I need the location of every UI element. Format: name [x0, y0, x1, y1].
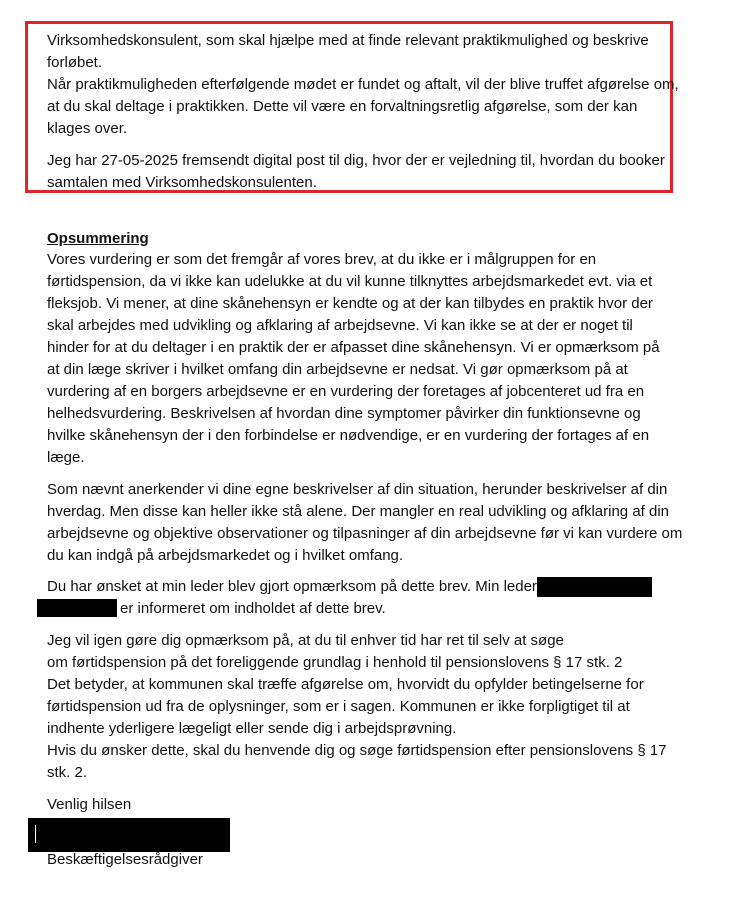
paragraph4-line-2: om førtidspension på det foreliggende grundlag i henhold til pensionslovens § 17 stk. 2 [47, 654, 623, 671]
paragraph1-line-5: hinder for at du deltager i en praktik der er afpasset dine skånehensyn. Vi er opmærksom på [47, 339, 660, 356]
signoff-title: Beskæftigelsesrådgiver [47, 851, 203, 868]
paragraph1-line-3: fleksjob. Vi mener, at dine skånehensyn er kendte og at der kan tilbydes en praktik hvor der [47, 295, 653, 312]
paragraph1-line-8: helhedsvurdering. Beskrivelsen af hvordan dine symptomer påvirker din funktionsevne og [47, 405, 641, 422]
paragraph1-line-7: vurdering af en borgers arbejdsevne er en vurdering der foretages af jobcenteret ud fra en [47, 383, 645, 400]
paragraph1-line-9: hvilke skånehensyn der i den forbindelse er nødvendige, er en vurdering der fortages af en [47, 427, 650, 444]
paragraph3-line-2: er informeret om indholdet af dette brev. [120, 600, 386, 617]
highlight-line-1: Virksomhedskonsulent, som skal hjælpe med at finde relevant praktikmulighed og beskrive [47, 32, 649, 49]
paragraph4-line-5: indhente yderligere lægeligt eller sende dig i arbejdsprøvning. [47, 720, 457, 737]
highlight-line-6: Jeg har 27-05-2025 fremsendt digital post til dig, hvor der er vejledning til, hvordan du booker [47, 152, 665, 169]
signoff-greeting: Venlig hilsen [47, 796, 132, 813]
redaction-leader-name-part2 [37, 599, 117, 617]
redaction-caret [35, 825, 36, 843]
paragraph1-line-1: Vores vurdering er som det fremgår af vores brev, at du ikke er i målgruppen for en [47, 251, 597, 268]
paragraph2-line-4: du kan indgå på arbejdsmarkedet og i hvilket omfang. [47, 547, 404, 564]
paragraph4-line-7: stk. 2. [47, 764, 88, 781]
paragraph4-line-1: Jeg vil igen gøre dig opmærksom på, at du til enhver tid har ret til selv at søge [47, 632, 564, 649]
paragraph2-line-1: Som nævnt anerkender vi dine egne beskrivelser af din situation, herunder beskrivelser af din [47, 481, 668, 498]
paragraph4-line-6: Hvis du ønsker dette, skal du henvende dig og søge førtidspension efter pensionslovens § 17 [47, 742, 667, 759]
paragraph4-line-4: førtidspension ud fra de oplysninger, som er i sagen. Kommunen er ikke forpligtiget til at [47, 698, 630, 715]
paragraph2-line-3: arbejdsevne og objektive observationer og tilpasninger af din arbejdsevne før vi kan vurdere om [47, 525, 683, 542]
summary-heading: Opsummering [47, 230, 149, 247]
redaction-signature-name [28, 818, 230, 852]
highlight-line-2: forløbet. [47, 54, 103, 71]
paragraph1-line-4: skal arbejdes med udvikling og afklaring af arbejdsevne. Vi kan ikke se at der er noget til [47, 317, 633, 334]
paragraph2-line-2: hverdag. Men disse kan heller ikke stå alene. Der mangler en real udvikling og afklaring af din [47, 503, 670, 520]
highlight-line-4: at du skal deltage i praktikken. Dette vil være en forvaltningsretlig afgørelse, som der kan [47, 98, 638, 115]
paragraph3-line-1: Du har ønsket at min leder blev gjort opmærksom på dette brev. Min leder [47, 578, 537, 595]
paragraph4-line-3: Det betyder, at kommunen skal træffe afgørelse om, hvorvidt du opfylder betingelserne for [47, 676, 644, 693]
paragraph1-line-6: at din læge skriver i hvilket omfang din arbejdsevne er nedsat. Vi gør opmærksom på at [47, 361, 628, 378]
highlight-line-3: Når praktikmuligheden efterfølgende mødet er fundet og aftalt, vil der blive truffet afgørelse om, [47, 76, 679, 93]
redaction-leader-name-part1 [537, 577, 652, 597]
paragraph1-line-2: førtidspension, da vi ikke kan udelukke at du vil kunne tilknyttes arbejdsmarkedet evt. via et [47, 273, 653, 290]
highlight-line-5: klages over. [47, 120, 128, 137]
highlight-line-7: samtalen med Virksomhedskonsulenten. [47, 174, 317, 191]
paragraph1-line-10: læge. [47, 449, 85, 466]
